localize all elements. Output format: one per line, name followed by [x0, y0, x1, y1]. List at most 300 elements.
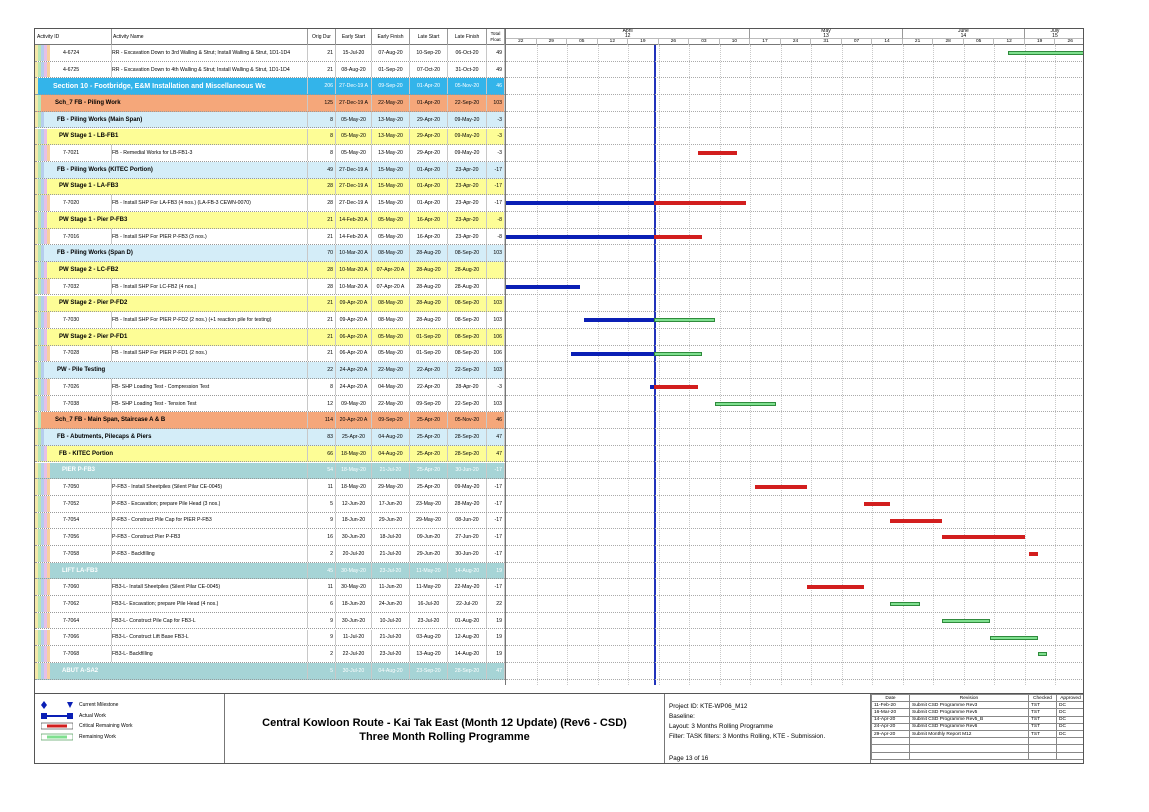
wbs-indent-bars [35, 630, 55, 646]
cell-tf: -17 [487, 496, 505, 512]
cell-lf: 28-Apr-20 [448, 379, 487, 395]
cell-tf: -3 [487, 129, 505, 145]
cell-lf: 23-Apr-20 [448, 229, 487, 245]
actual-work-bar[interactable] [571, 352, 654, 356]
cell-es: 22-Jul-20 [336, 646, 372, 662]
wbs-row[interactable] [35, 212, 505, 229]
cell-dur: 21 [308, 346, 336, 362]
cell-ls: 28-Aug-20 [410, 312, 448, 328]
cell-tf: 46 [487, 412, 505, 428]
wbs-indent-bars [35, 212, 55, 228]
remaining-work-bar[interactable] [942, 619, 990, 623]
cell-lf: 23-Apr-20 [448, 179, 487, 195]
wbs-indent-bars [35, 262, 55, 278]
activity-row[interactable] [35, 229, 505, 246]
wbs-indent-bars [35, 529, 55, 545]
cell-es: 10-Mar-20 A [336, 245, 372, 261]
activity-row[interactable] [35, 579, 505, 596]
cell-es: 18-Jun-20 [336, 513, 372, 529]
cell-ef: 29-Jun-20 [372, 513, 410, 529]
cell-id: 7-7064 [63, 613, 112, 629]
critical-remaining-bar[interactable] [755, 485, 807, 489]
gantt-row [506, 279, 1084, 296]
actual-bar-icon [41, 711, 73, 721]
activity-row[interactable] [35, 479, 505, 496]
rev-date: 16-Mar-20 [872, 709, 910, 716]
wbs-row[interactable] [35, 329, 505, 346]
cell-id: 7-7062 [63, 596, 112, 612]
critical-remaining-bar[interactable] [654, 235, 702, 239]
wbs-indent-bars [35, 45, 55, 61]
cell-tf: -17 [487, 529, 505, 545]
remaining-work-bar[interactable] [715, 402, 776, 406]
wbs-indent-bars [35, 412, 55, 428]
wbs-row[interactable] [35, 129, 505, 146]
timeline-header [505, 29, 1084, 45]
cell-id: 7-7038 [63, 396, 112, 412]
wbs-row[interactable] [35, 362, 505, 379]
cell-name: PIER P-FB3 [62, 463, 308, 479]
wbs-indent-bars [35, 112, 55, 128]
actual-work-bar[interactable] [506, 235, 654, 239]
cell-ls: 16-Apr-20 [410, 229, 448, 245]
wbs-row[interactable] [35, 78, 505, 95]
cell-tf: -17 [487, 579, 505, 595]
cell-name: FB - Install SHP For LA-FB3 (4 nos.) (LA-FB-3 CEWN-0070) [112, 195, 308, 211]
cell-id: 7-7052 [63, 496, 112, 512]
cell-ef: 13-May-20 [372, 129, 410, 145]
cell-dur: 21 [308, 312, 336, 328]
cell-dur: 21 [308, 62, 336, 78]
cell-ef: 21-Jul-20 [372, 463, 410, 479]
col-total-float[interactable]: Total Float [487, 29, 505, 45]
wbs-row[interactable] [35, 112, 505, 129]
cell-ef: 10-Jul-20 [372, 613, 410, 629]
cell-id: 4-6724 [63, 45, 112, 61]
wbs-indent-bars [35, 396, 55, 412]
programme-title: Central Kowloon Route - Kai Tak East (Month 12 Update) (Rev6 - CSD) [262, 717, 627, 729]
remaining-work-bar[interactable] [1038, 652, 1047, 656]
activity-row[interactable] [35, 346, 505, 363]
cell-ef: 01-Sep-20 [372, 62, 410, 78]
cell-dur: 28 [308, 279, 336, 295]
activity-row[interactable] [35, 145, 505, 162]
wbs-indent-bars [35, 279, 55, 295]
cell-name: FB - Install SHP For PIER P-FB3 (3 nos.) [112, 229, 308, 245]
col-activity-id[interactable]: Activity ID [35, 29, 112, 45]
actual-work-bar[interactable] [506, 285, 580, 289]
week-label: 21 [903, 39, 934, 45]
cell-es: 09-May-20 [336, 396, 372, 412]
gantt-row [506, 212, 1084, 229]
cell-ef: 05-May-20 [372, 346, 410, 362]
cell-tf: 19 [487, 563, 505, 579]
gantt-row [506, 262, 1084, 279]
gantt-row [506, 162, 1084, 179]
page-number: Page 13 of 16 [669, 755, 709, 762]
cell-name: P-FB3 - Excavation; prepare Pile Head (3 nos.) [112, 496, 308, 512]
cell-name: FB - Piling Works (Span D) [57, 245, 308, 261]
critical-remaining-bar[interactable] [890, 519, 942, 523]
month-july [1025, 29, 1084, 39]
wbs-indent-bars [35, 245, 55, 261]
activity-row[interactable] [35, 613, 505, 630]
cell-dur: 54 [308, 463, 336, 479]
cell-dur: 9 [308, 630, 336, 646]
cell-dur: 8 [308, 129, 336, 145]
cell-lf: 22-Jul-20 [448, 596, 487, 612]
activity-row[interactable] [35, 546, 505, 563]
cell-id: 7-7056 [63, 529, 112, 545]
cell-ef: 04-May-20 [372, 379, 410, 395]
activity-row[interactable] [35, 45, 505, 62]
wbs-indent-bars [35, 195, 55, 211]
cell-ls: 22-Apr-20 [410, 379, 448, 395]
critical-remaining-bar[interactable] [807, 585, 864, 589]
activity-row[interactable] [35, 312, 505, 329]
wbs-indent-bars [35, 596, 55, 612]
cell-ls: 01-Sep-20 [410, 346, 448, 362]
cell-es: 18-Jun-20 [336, 596, 372, 612]
critical-remaining-bar[interactable] [654, 201, 746, 205]
col-activity-name[interactable]: Activity Name [112, 29, 308, 45]
cell-es: 09-Apr-20 A [336, 312, 372, 328]
cell-es: 08-Aug-20 [336, 62, 372, 78]
legend-milestone [41, 700, 224, 711]
gantt-row [506, 596, 1084, 613]
cell-ls: 01-Apr-20 [410, 195, 448, 211]
cell-es: 06-Apr-20 A [336, 329, 372, 345]
gantt-row [506, 546, 1084, 563]
wbs-row[interactable] [35, 663, 505, 680]
cell-lf: 23-Apr-20 [448, 195, 487, 211]
cell-ls: 11-May-20 [410, 579, 448, 595]
cell-dur: 21 [308, 229, 336, 245]
cell-lf: 05-Nov-20 [448, 78, 487, 94]
cell-lf: 22-Sep-20 [448, 95, 487, 111]
activity-row[interactable] [35, 496, 505, 513]
cell-ef: 22-May-20 [372, 95, 410, 111]
critical-remaining-bar[interactable] [654, 385, 698, 389]
rev-date: 14-Apr-20 [872, 716, 910, 723]
month-may [750, 29, 903, 39]
cell-name: FB3-L- Excavation; prepare Pile Head (4 nos.) [112, 596, 308, 612]
cell-dur: 21 [308, 329, 336, 345]
cell-ef: 04-Aug-20 [372, 663, 410, 679]
cell-ls: 11-May-20 [410, 563, 448, 579]
cell-tf: 19 [487, 646, 505, 662]
wbs-indent-bars [35, 479, 55, 495]
cell-es: 14-Feb-20 A [336, 229, 372, 245]
activity-row[interactable] [35, 646, 505, 663]
cell-name: RR - Excavation Down to 3rd Walling & Strut; Install Walling & Strut, 1D1-1D4 [112, 45, 308, 61]
legend-remaining-label: Remaining Work [79, 733, 116, 740]
month-number: 13 [823, 33, 829, 39]
week-label: 26 [1055, 39, 1084, 45]
cell-tf: 103 [487, 95, 505, 111]
cell-name: Section 10 - Footbridge, E&M Installation and Miscellaneous Wc [53, 78, 308, 94]
cell-ef: 24-Jun-20 [372, 596, 410, 612]
wbs-row[interactable] [35, 463, 505, 480]
cell-es: 12-Jun-20 [336, 496, 372, 512]
cell-dur: 11 [308, 579, 336, 595]
cell-es: 24-Apr-20 A [336, 379, 372, 395]
cell-lf: 06-Oct-20 [448, 45, 487, 61]
cell-tf: 103 [487, 312, 505, 328]
cell-es: 30-May-20 [336, 579, 372, 595]
activity-row[interactable] [35, 513, 505, 530]
cell-tf: 46 [487, 78, 505, 94]
legend-milestone-label: Current Milestone [79, 702, 119, 709]
cell-name: Sch_7 FB - Piling Work [55, 95, 308, 111]
cell-ls: 16-Apr-20 [410, 212, 448, 228]
cell-ls: 25-Apr-20 [410, 463, 448, 479]
cell-es: 06-Apr-20 A [336, 346, 372, 362]
cell-ls: 29-Jun-20 [410, 546, 448, 562]
cell-es: 14-Feb-20 A [336, 212, 372, 228]
wbs-row[interactable] [35, 296, 505, 313]
cell-tf: 19 [487, 613, 505, 629]
cell-ef: 07-Apr-20 A [372, 279, 410, 295]
wbs-indent-bars [35, 613, 55, 629]
cell-tf [487, 279, 505, 295]
gantt-row [506, 396, 1084, 413]
cell-lf: 28-Sep-20 [448, 446, 487, 462]
wbs-indent-bars [35, 563, 55, 579]
activity-row[interactable] [35, 630, 505, 647]
revision-row-empty [872, 745, 1085, 752]
cell-dur: 66 [308, 446, 336, 462]
cell-lf: 28-May-20 [448, 496, 487, 512]
cell-ef: 21-Jul-20 [372, 630, 410, 646]
wbs-row[interactable] [35, 95, 505, 112]
cell-tf: -3 [487, 145, 505, 161]
wbs-indent-bars [35, 546, 55, 562]
rev-revision: Submit CSD Programme Rev6 [910, 723, 1029, 730]
critical-bar-icon [41, 721, 73, 731]
gantt-row [506, 412, 1084, 429]
legend [35, 694, 225, 764]
cell-lf: 09-May-20 [448, 112, 487, 128]
cell-es: 30-Jun-20 [336, 613, 372, 629]
week-label: 22 [506, 39, 537, 45]
cell-ef: 29-May-20 [372, 479, 410, 495]
activity-row[interactable] [35, 195, 505, 212]
cell-id: 7-7028 [63, 346, 112, 362]
cell-id: 7-7032 [63, 279, 112, 295]
revision-row [872, 716, 1085, 723]
cell-tf: 19 [487, 630, 505, 646]
cell-ls: 01-Apr-20 [410, 179, 448, 195]
cell-dur: 125 [308, 95, 336, 111]
cell-ls: 28-Aug-20 [410, 279, 448, 295]
wbs-indent-bars [35, 95, 55, 111]
cell-ls: 01-Apr-20 [410, 162, 448, 178]
wbs-indent-bars [35, 463, 55, 479]
cell-ef: 13-May-20 [372, 145, 410, 161]
activity-row[interactable] [35, 596, 505, 613]
cell-tf: -17 [487, 479, 505, 495]
cell-name: RR - Excavation Down to 4th Walling & Strut; Install Walling & Strut, 1D1-1D4 [112, 62, 308, 78]
wbs-row[interactable] [35, 245, 505, 262]
cell-tf: 49 [487, 45, 505, 61]
remaining-work-bar[interactable] [654, 352, 702, 356]
gantt-row [506, 463, 1084, 480]
table-header [35, 29, 505, 45]
cell-ef: 18-Jul-20 [372, 529, 410, 545]
col-early-finish[interactable]: Early Finish [372, 29, 410, 45]
wbs-row[interactable] [35, 446, 505, 463]
cell-es: 20-Apr-20 A [336, 412, 372, 428]
rev-revision: Submit CSD Programme Rev5 [910, 709, 1029, 716]
gantt-row [506, 112, 1084, 129]
layout-name: Layout: 3 Months Rolling Programme [669, 723, 773, 730]
rev-header-revision: Revision [910, 695, 1029, 702]
col-late-finish[interactable]: Late Finish [448, 29, 487, 45]
cell-ef: 05-May-20 [372, 329, 410, 345]
cell-tf: 47 [487, 446, 505, 462]
week-label: 05 [964, 39, 995, 45]
rev-header-approved: Approved [1057, 695, 1085, 702]
cell-ls: 28-Aug-20 [410, 262, 448, 278]
wbs-indent-bars [35, 129, 55, 145]
wbs-row[interactable] [35, 162, 505, 179]
revision-row [872, 723, 1085, 730]
cell-name: FB - Install SHP For PIER P-FD1 (2 nos.) [112, 346, 308, 362]
activity-row[interactable] [35, 396, 505, 413]
cell-id: 7-7060 [63, 579, 112, 595]
remaining-work-bar[interactable] [890, 602, 921, 606]
cell-tf: 103 [487, 245, 505, 261]
schedule-sheet [34, 28, 1084, 764]
cell-lf: 31-Oct-20 [448, 62, 487, 78]
cell-dur: 9 [308, 513, 336, 529]
cell-dur: 83 [308, 429, 336, 445]
cell-lf: 01-Aug-20 [448, 613, 487, 629]
month-name: April [622, 28, 633, 34]
revision-row [872, 730, 1085, 737]
critical-remaining-bar[interactable] [1029, 552, 1038, 556]
remaining-work-bar[interactable] [990, 636, 1038, 640]
cell-name: P-FB3 - Backfilling [112, 546, 308, 562]
rev-checked: TST [1029, 709, 1057, 716]
cell-ls: 23-Sep-20 [410, 663, 448, 679]
cell-dur: 6 [308, 596, 336, 612]
revision-row-empty [872, 738, 1085, 745]
cell-ls: 10-Sep-20 [410, 45, 448, 61]
critical-remaining-bar[interactable] [698, 151, 737, 155]
wbs-row[interactable] [35, 179, 505, 196]
cell-es: 10-Mar-20 A [336, 279, 372, 295]
cell-tf: -8 [487, 229, 505, 245]
cell-id: 7-7016 [63, 229, 112, 245]
wbs-row[interactable] [35, 429, 505, 446]
revision-row-empty [872, 752, 1085, 759]
cell-ef: 05-May-20 [372, 229, 410, 245]
col-late-start[interactable]: Late Start [410, 29, 448, 45]
wbs-row[interactable] [35, 262, 505, 279]
week-label: 10 [720, 39, 751, 45]
cell-ls: 22-Apr-20 [410, 362, 448, 378]
cell-es: 30-May-20 [336, 563, 372, 579]
cell-lf: 28-Sep-20 [448, 429, 487, 445]
cell-lf: 08-Sep-20 [448, 312, 487, 328]
actual-work-bar[interactable] [506, 201, 654, 205]
wbs-row[interactable] [35, 412, 505, 429]
week-label: 19 [628, 39, 659, 45]
col-early-start[interactable]: Early Start [336, 29, 372, 45]
cell-ls: 01-Sep-20 [410, 329, 448, 345]
cell-name: P-FB3 - Construct Pier P-FB3 [112, 529, 308, 545]
col-orig-dur[interactable]: Orig Dur [308, 29, 336, 45]
cell-lf: 08-Jun-20 [448, 513, 487, 529]
wbs-indent-bars [35, 496, 55, 512]
gantt-row [506, 45, 1084, 62]
cell-tf: 106 [487, 346, 505, 362]
cell-ls: 25-Apr-20 [410, 412, 448, 428]
legend-actual [41, 711, 224, 722]
actual-work-bar[interactable] [584, 318, 654, 322]
project-id: Project ID: KTE-WP06_M12 [669, 703, 748, 710]
cell-ef: 09-Sep-20 [372, 412, 410, 428]
cell-ls: 29-Apr-20 [410, 129, 448, 145]
activity-row[interactable] [35, 379, 505, 396]
wbs-indent-bars [35, 446, 55, 462]
week-label: 12 [598, 39, 629, 45]
critical-remaining-bar[interactable] [942, 535, 1025, 539]
remaining-work-bar[interactable] [654, 318, 715, 322]
cell-ef: 13-May-20 [372, 112, 410, 128]
cell-name: PW Stage 1 - LA-FB3 [59, 179, 308, 195]
cell-name: FB - Piling Works (Main Span) [57, 112, 308, 128]
cell-lf: 08-Sep-20 [448, 296, 487, 312]
month-june [903, 29, 1025, 39]
cell-ef: 08-May-20 [372, 312, 410, 328]
wbs-row[interactable] [35, 563, 505, 580]
cell-dur: 11 [308, 479, 336, 495]
cell-tf: 103 [487, 362, 505, 378]
rev-approved: DC [1057, 730, 1085, 737]
title-block [225, 694, 665, 764]
cell-lf: 09-May-20 [448, 129, 487, 145]
wbs-indent-bars [35, 429, 55, 445]
week-label: 19 [1025, 39, 1056, 45]
cell-dur: 16 [308, 529, 336, 545]
cell-ef: 15-May-20 [372, 162, 410, 178]
baseline: Baseline: [669, 713, 695, 720]
remaining-work-bar[interactable] [1008, 51, 1085, 55]
gantt-row [506, 613, 1084, 630]
week-label: 26 [659, 39, 690, 45]
cell-es: 05-May-20 [336, 112, 372, 128]
cell-lf: 23-Apr-20 [448, 162, 487, 178]
cell-ls: 23-May-20 [410, 496, 448, 512]
cell-ef: 05-May-20 [372, 212, 410, 228]
cell-name: FB- SHP Loading Test - Tension Test [112, 396, 308, 412]
gantt-row [506, 145, 1084, 162]
cell-dur: 12 [308, 396, 336, 412]
cell-name: Sch_7 FB - Main Span, Staircase A & B [55, 412, 308, 428]
activity-row[interactable] [35, 529, 505, 546]
cell-tf: 103 [487, 396, 505, 412]
cell-id: 7-7054 [63, 513, 112, 529]
critical-remaining-bar[interactable] [864, 502, 890, 506]
activity-row[interactable] [35, 279, 505, 296]
activity-row[interactable] [35, 62, 505, 79]
cell-name: P-FB3 - Construct Pile Cap for PIER P-FB3 [112, 513, 308, 529]
cell-es: 18-May-20 [336, 479, 372, 495]
week-label: 12 [994, 39, 1025, 45]
